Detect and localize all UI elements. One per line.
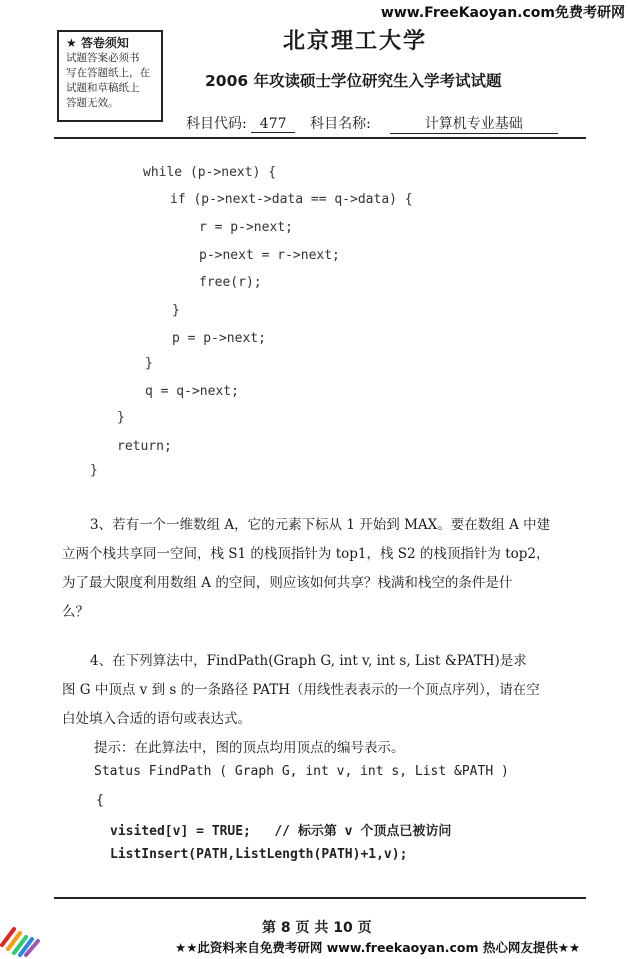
- code-line: r = p->next;: [199, 220, 293, 235]
- question-4-line: 4、在下列算法中，FindPath(Graph G, int v, int s, List &PATH)是求: [90, 653, 527, 669]
- code-statement: ListInsert(PATH,ListLength(PATH)+1,v);: [110, 847, 408, 862]
- code-line: q = q->next;: [145, 384, 239, 399]
- question-3-line: 为了最大限度利用数组 A 的空间，则应该如何共享？栈满和栈空的条件是什: [62, 575, 513, 591]
- question-4: [62, 647, 540, 763]
- code-line: while (p->next) {: [143, 165, 277, 180]
- question-3: [62, 511, 550, 627]
- notice-line: 写在答题纸上，在: [66, 67, 150, 79]
- question-4-line: 白处填入合适的语句或表达式。: [62, 711, 251, 727]
- notice-line: 试题答案必须书: [66, 52, 140, 64]
- code-line: p = p->next;: [172, 331, 266, 346]
- code-line: }: [172, 303, 180, 318]
- code-line: if (p->next->data == q->data) {: [170, 192, 413, 207]
- question-3-line: 3、若有一个一维数组 A，它的元素下标从 1 开始到 MAX。要在数组 A 中建: [90, 517, 551, 533]
- question-3-line: 立两个栈共享同一空间，栈 S1 的栈顶指针为 top1，栈 S2 的栈顶指针为 top2，: [62, 546, 550, 562]
- notice-line: 答题无效。: [66, 97, 119, 109]
- subject-name: 计算机专业基础: [390, 113, 558, 134]
- code-statement: visited[v] = TRUE; // 标示第 v 个顶点已被访问: [110, 824, 452, 839]
- header-rule: [54, 137, 586, 139]
- question-4-line: 图 G 中顶点 v 到 s 的一条路径 PATH（用线性表表示的一个顶点序列），请在空: [62, 682, 540, 698]
- function-signature: Status FindPath ( Graph G, int v, int s, List &PATH ): [94, 764, 509, 779]
- site-url: www.FreeKaoyan.com免费考研网: [380, 5, 625, 21]
- question-4-hint: 提示：在此算法中，图的顶点均用顶点的编号表示。: [94, 740, 405, 756]
- question-3-line: 么？: [62, 604, 89, 620]
- open-brace: {: [96, 793, 104, 808]
- code-line: free(r);: [199, 275, 262, 290]
- subject-row: [186, 113, 558, 134]
- university-name: 北京理工大学: [283, 28, 428, 54]
- code-line: return;: [117, 439, 172, 454]
- code-line: p->next = r->next;: [199, 248, 340, 263]
- notice-line: 试题和草稿纸上: [66, 82, 140, 94]
- page-number: 第 8 页 共 10 页: [262, 920, 372, 936]
- footer-note: ★★此资料来自免费考研网 www.freekaoyan.com 热心网友提供★★: [175, 940, 581, 955]
- subject-code-label: 科目代码:: [186, 116, 247, 132]
- code-line: }: [90, 463, 98, 478]
- exam-title: 2006 年攻读硕士学位研究生入学考试试题: [205, 72, 502, 90]
- footer-rule: [54, 897, 586, 899]
- code-line: }: [117, 410, 125, 425]
- exam-notice-box: [57, 30, 163, 122]
- subject-code: 477: [251, 116, 295, 133]
- subject-name-label: 科目名称:: [310, 116, 371, 132]
- logo-icon: [0, 917, 52, 957]
- code-line: }: [145, 356, 153, 371]
- notice-title: ★ 答卷须知: [66, 36, 129, 50]
